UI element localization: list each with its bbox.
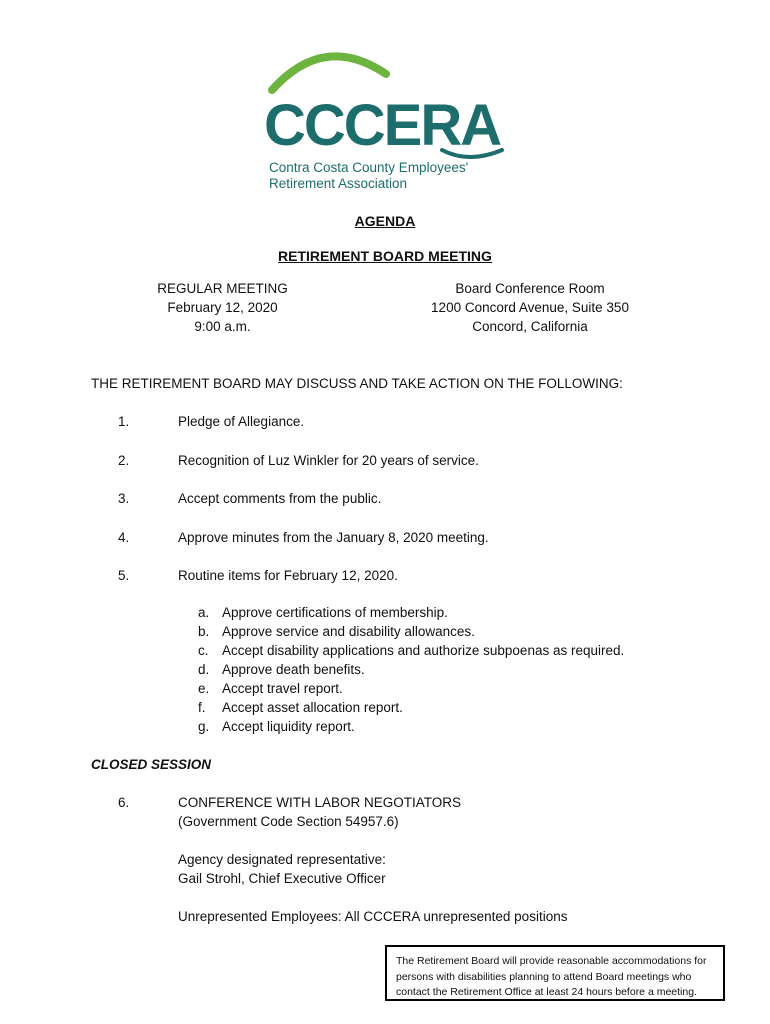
item-number: 2. xyxy=(118,453,130,468)
item-number: 6. xyxy=(118,795,130,810)
agenda-heading: AGENDA xyxy=(354,213,416,229)
logo-arc xyxy=(272,56,386,90)
item-text: Pledge of Allegiance. xyxy=(178,414,305,429)
agency-label: Agency designated representative: xyxy=(178,852,386,867)
item-citation: (Government Code Section 54957.6) xyxy=(178,814,399,829)
agenda-intro: THE RETIREMENT BOARD MAY DISCUSS AND TAKE ACTION ON THE FOLLOWING: xyxy=(91,376,623,391)
accessibility-notice: The Retirement Board will provide reasonable accommodations for persons with disabilities planning to attend Board meetings who contact the Retirement Office at least 24 hours before a meeting. xyxy=(385,945,725,1001)
meeting-time: 9:00 a.m. xyxy=(194,319,251,334)
subitem-text: Approve certifications of membership. xyxy=(222,605,448,620)
subitem-letter: a. xyxy=(198,605,210,620)
item-number: 1. xyxy=(118,414,130,429)
subitem-letter: b. xyxy=(198,624,210,639)
item-text: Approve minutes from the January 8, 2020 meeting. xyxy=(178,530,489,545)
meeting-date: February 12, 2020 xyxy=(167,300,278,315)
item-text: Recognition of Luz Winkler for 20 years of service. xyxy=(178,453,479,468)
item-number: 5. xyxy=(118,568,130,583)
closed-session-heading: CLOSED SESSION xyxy=(91,757,212,772)
subitem-text: Accept travel report. xyxy=(222,681,343,696)
cccera-logo xyxy=(264,46,514,196)
item-text: CONFERENCE WITH LABOR NEGOTIATORS xyxy=(178,795,462,810)
item-text: Routine items for February 12, 2020. xyxy=(178,568,398,583)
logo-graphic xyxy=(264,46,514,166)
meeting-type: REGULAR MEETING xyxy=(157,281,288,296)
logo-line-1: Contra Costa County Employees' xyxy=(269,160,469,175)
agency-representative: Gail Strohl, Chief Executive Officer xyxy=(178,871,386,886)
subitem-text: Approve death benefits. xyxy=(222,662,365,677)
item-number: 4. xyxy=(118,530,130,545)
unrepresented-employees: Unrepresented Employees: All CCCERA unrepresented positions xyxy=(178,909,568,924)
subitem-letter: d. xyxy=(198,662,210,677)
subitem-letter: g. xyxy=(198,719,210,734)
item-number: 3. xyxy=(118,491,130,506)
subitem-text: Accept liquidity report. xyxy=(222,719,355,734)
subitem-text: Accept asset allocation report. xyxy=(222,700,403,715)
subitem-letter: f. xyxy=(198,700,206,715)
meeting-room: Board Conference Room xyxy=(455,281,605,296)
subitem-text: Approve service and disability allowances. xyxy=(222,624,475,639)
meeting-title: RETIREMENT BOARD MEETING xyxy=(278,248,492,264)
subitem-letter: c. xyxy=(198,643,209,658)
item-text: Accept comments from the public. xyxy=(178,491,382,506)
meeting-address: 1200 Concord Avenue, Suite 350 xyxy=(431,300,629,315)
meeting-city: Concord, California xyxy=(472,319,588,334)
subitem-text: Accept disability applications and authorize subpoenas as required. xyxy=(222,643,625,658)
logo-wordmark: CCCERA xyxy=(264,93,501,158)
logo-line-2: Retirement Association xyxy=(269,176,408,191)
subitem-letter: e. xyxy=(198,681,210,696)
